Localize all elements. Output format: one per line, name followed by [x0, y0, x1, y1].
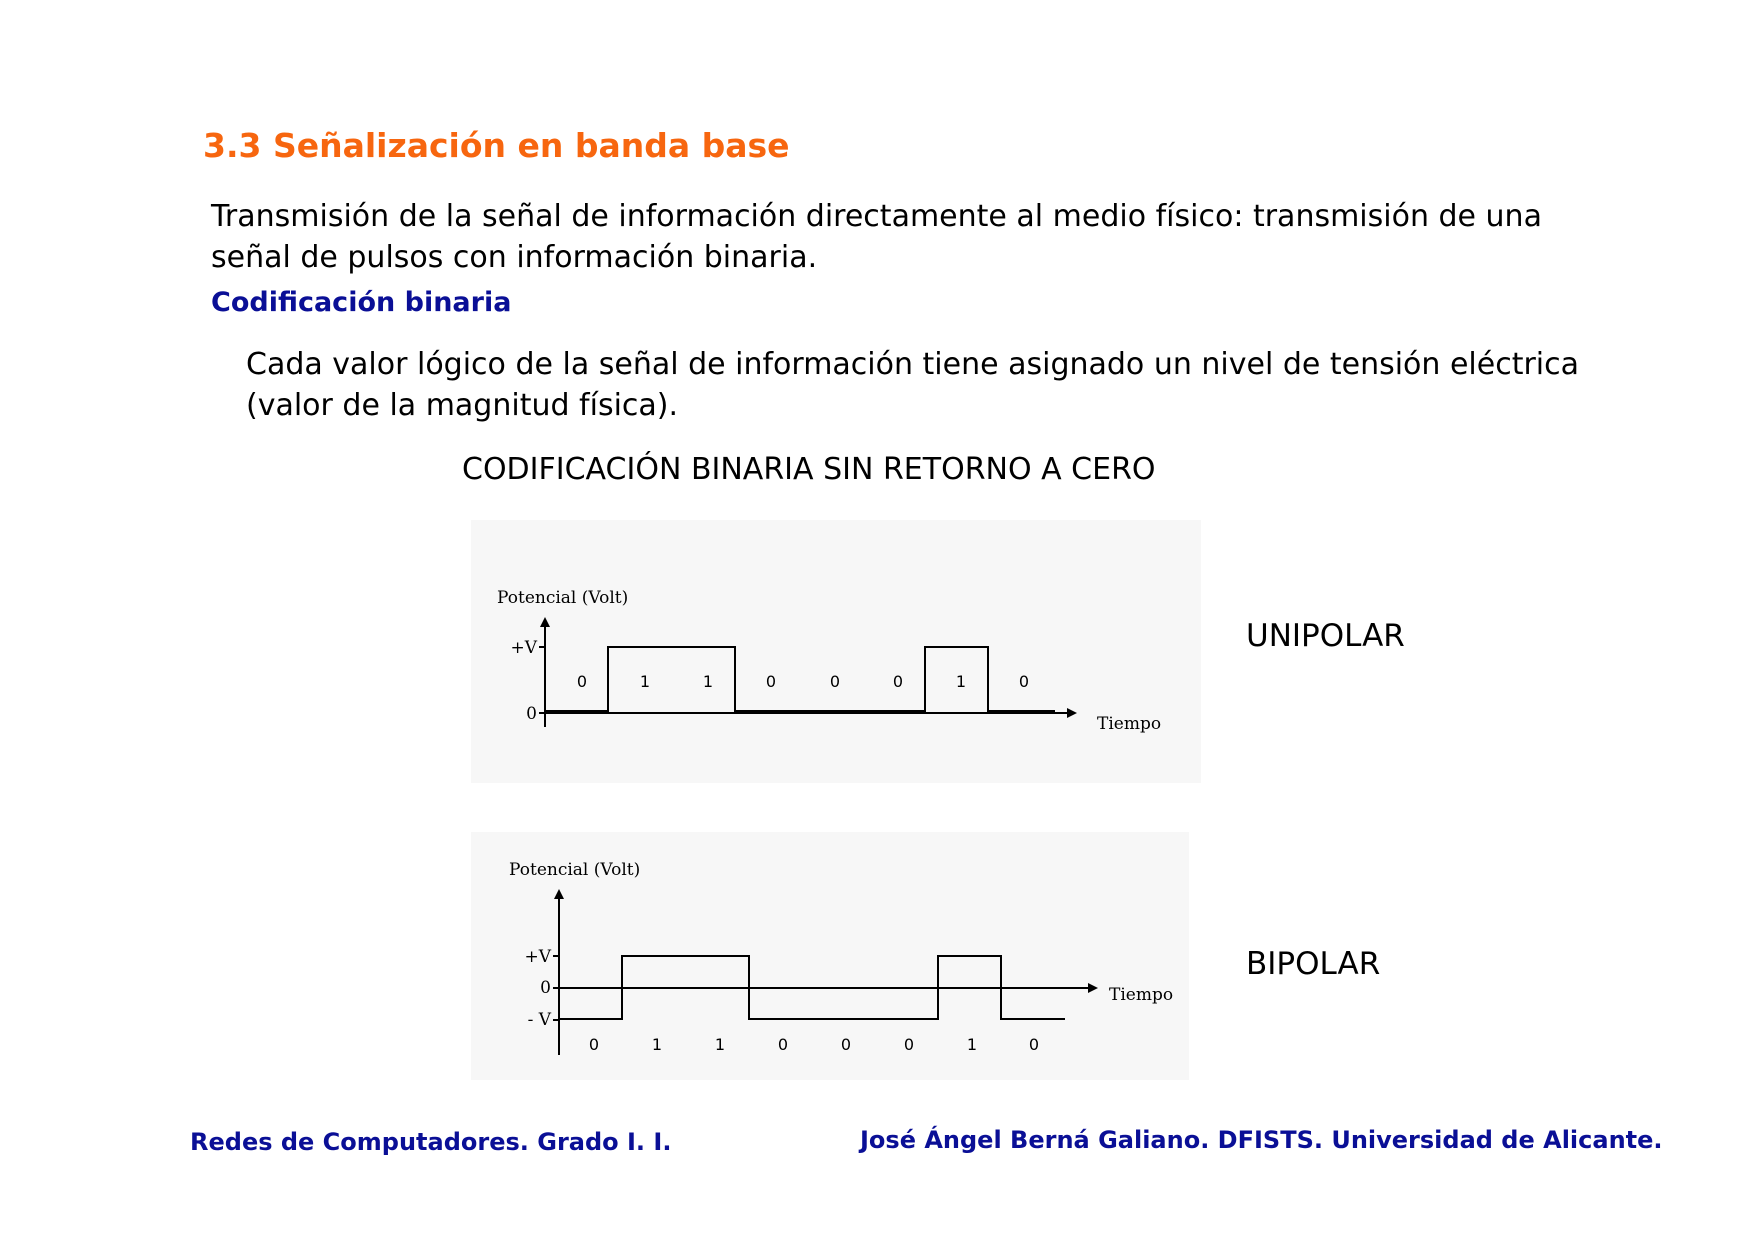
- unipolar-x-arrow: [1067, 708, 1077, 718]
- bipolar-svg: [471, 832, 1189, 1080]
- unipolar-level-zero: 0: [526, 704, 537, 724]
- unipolar-bit: 0: [1018, 672, 1030, 691]
- bipolar-bit: 1: [966, 1035, 978, 1054]
- unipolar-diagram: [471, 520, 1201, 783]
- footer-author: José Ángel Berná Galiano. DFISTS. Universidad de Alicante.: [860, 1126, 1663, 1154]
- intro-paragraph: Transmisión de la señal de información directamente al medio físico: transmisión de una señal de pulsos con información binaria.: [211, 199, 1542, 275]
- bipolar-bit: 0: [1028, 1035, 1040, 1054]
- bipolar-x-arrow: [1088, 983, 1098, 993]
- bipolar-diagram: [471, 832, 1189, 1080]
- bipolar-bit: 0: [840, 1035, 852, 1054]
- bipolar-x-axis-label: Tiempo: [1109, 985, 1174, 1005]
- unipolar-y-arrow: [540, 617, 550, 627]
- unipolar-bit: 0: [765, 672, 777, 691]
- unipolar-bit: 0: [576, 672, 588, 691]
- unipolar-level-pos: +V: [510, 638, 537, 658]
- bipolar-level-zero: 0: [540, 978, 551, 998]
- unipolar-bit: 0: [892, 672, 904, 691]
- unipolar-signal: [545, 647, 1055, 711]
- bipolar-bit: 1: [651, 1035, 663, 1054]
- unipolar-bit: 1: [702, 672, 714, 691]
- unipolar-bit: 1: [639, 672, 651, 691]
- bipolar-level-pos: +V: [524, 947, 551, 967]
- bipolar-label: BIPOLAR: [1246, 946, 1381, 982]
- bipolar-bit: 0: [903, 1035, 915, 1054]
- unipolar-bit: 0: [829, 672, 841, 691]
- unipolar-x-axis-label: Tiempo: [1097, 714, 1162, 734]
- unipolar-bit: 1: [955, 672, 967, 691]
- bipolar-y-axis-label: Potencial (Volt): [509, 860, 641, 880]
- footer-course: Redes de Computadores. Grado I. I.: [190, 1128, 672, 1156]
- slide-title: 3.3 Señalización en banda base: [203, 126, 790, 165]
- bipolar-y-arrow: [554, 889, 564, 899]
- unipolar-svg: [471, 520, 1201, 783]
- figure-caption: CODIFICACIÓN BINARIA SIN RETORNO A CERO: [462, 452, 1156, 487]
- unipolar-label: UNIPOLAR: [1246, 618, 1405, 654]
- bipolar-level-neg: - V: [527, 1010, 551, 1030]
- bipolar-bit: 0: [777, 1035, 789, 1054]
- bipolar-bit: 1: [714, 1035, 726, 1054]
- bipolar-bit: 0: [588, 1035, 600, 1054]
- unipolar-y-axis-label: Potencial (Volt): [497, 588, 629, 608]
- subheading: Codificación binaria: [211, 287, 512, 318]
- description-paragraph: Cada valor lógico de la señal de información tiene asignado un nivel de tensión eléctrica (valor de la magnitud física).: [246, 347, 1580, 423]
